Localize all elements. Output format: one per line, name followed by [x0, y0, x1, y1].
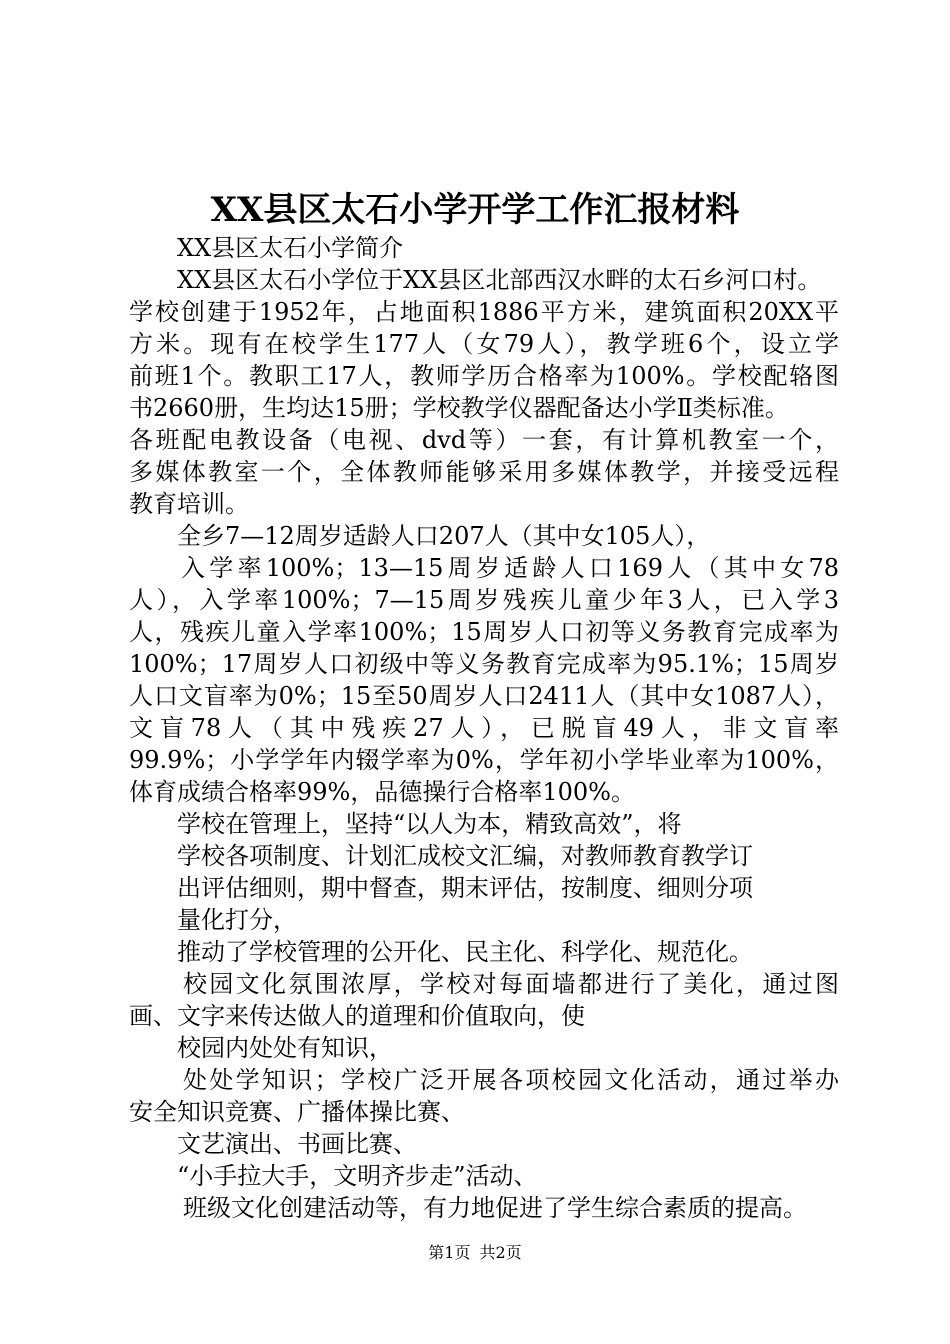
paragraph-line: 班级文化创建活动等，有力地促进了学生综合素质的提高。: [183, 1194, 807, 1222]
document-body: [129, 232, 839, 1224]
paragraph-line: XX县区太石小学位于XX县区北部西汉水畔的太石乡河口村。: [177, 266, 822, 294]
page-footer: [0, 1242, 950, 1264]
paragraph-line: 文艺演出、书画比赛、: [177, 1130, 417, 1158]
paragraph-line: 出评估细则，期中督查，期末评估，按制度、细则分项: [177, 874, 753, 902]
paragraph-line: 文盲78人（其中残疾27人），已脱盲49人，非文盲率: [129, 714, 839, 742]
paragraph-line: 学校各项制度、计划汇成校文汇编，对教师教育教学订: [177, 842, 753, 870]
paragraph-line: 人），入学率100%；7—15周岁残疾儿童少年3人，已入学3: [129, 586, 839, 614]
paragraph-line: 体育成绩合格率99%，品德操行合格率100%。: [129, 778, 635, 806]
paragraph-line: 100%；17周岁人口初级中等义务教育完成率为95.1%；15周岁: [129, 650, 839, 678]
paragraph-line: 画、文字来传达做人的道理和价值取向，使: [129, 1002, 585, 1030]
paragraph-line: 学校在管理上，坚持“以人为本，精致高效”，将: [177, 810, 682, 838]
page-number: 第1页: [428, 1243, 471, 1262]
paragraph-line: 人，残疾儿童入学率100%；15周岁人口初等义务教育完成率为: [129, 618, 839, 646]
paragraph-line: 多媒体教室一个，全体教师能够采用多媒体教学，并接受远程: [129, 458, 839, 486]
paragraph-line: 人口文盲率为0%；15至50周岁人口2411人（其中女1087人），: [129, 682, 839, 710]
paragraph-line: 量化打分，: [177, 906, 297, 934]
paragraph-line: 校园内处处有知识，: [177, 1034, 393, 1062]
section-heading: XX县区太石小学简介: [177, 234, 404, 262]
paragraph-line: 校园文化氛围浓厚，学校对每面墙都进行了美化，通过图: [183, 970, 839, 998]
paragraph-line: 学校创建于1952年，占地面积1886平方米，建筑面积20XX平: [129, 298, 839, 326]
paragraph-line: 安全知识竞赛、广播体操比赛、: [129, 1098, 465, 1126]
paragraph-line: 99.9%；小学学年内辍学率为0%，学年初小学毕业率为100%，: [129, 746, 839, 774]
paragraph-line: 书2660册，生均达15册；学校教学仪器配备达小学Ⅱ类标准。: [129, 394, 789, 422]
paragraph-line: 全乡7—12周岁适龄人口207人（其中女105人），: [177, 522, 711, 550]
paragraph-line: 方米。现有在校学生177人（女79人），教学班6个，设立学: [129, 330, 839, 358]
paragraph-line: “小手拉大手，文明齐步走”活动、: [177, 1162, 538, 1190]
document-title: XX县区太石小学开学工作汇报材料: [210, 190, 740, 230]
paragraph-line: 教育培训。: [129, 490, 249, 518]
paragraph-line: 前班1个。教职工17人，教师学历合格率为100%。学校配辂图: [129, 362, 839, 390]
paragraph-line: 处处学知识；学校广泛开展各项校园文化活动，通过举办: [183, 1066, 839, 1094]
paragraph-line: 各班配电教设备（电视、dvd等）一套，有计算机教室一个，: [129, 426, 839, 454]
paragraph-line: 入学率100%；13—15周岁适龄人口169人（其中女78: [181, 554, 839, 582]
paragraph-line: 推动了学校管理的公开化、民主化、科学化、规范化。: [177, 938, 753, 966]
page-total: 共2页: [479, 1243, 522, 1262]
